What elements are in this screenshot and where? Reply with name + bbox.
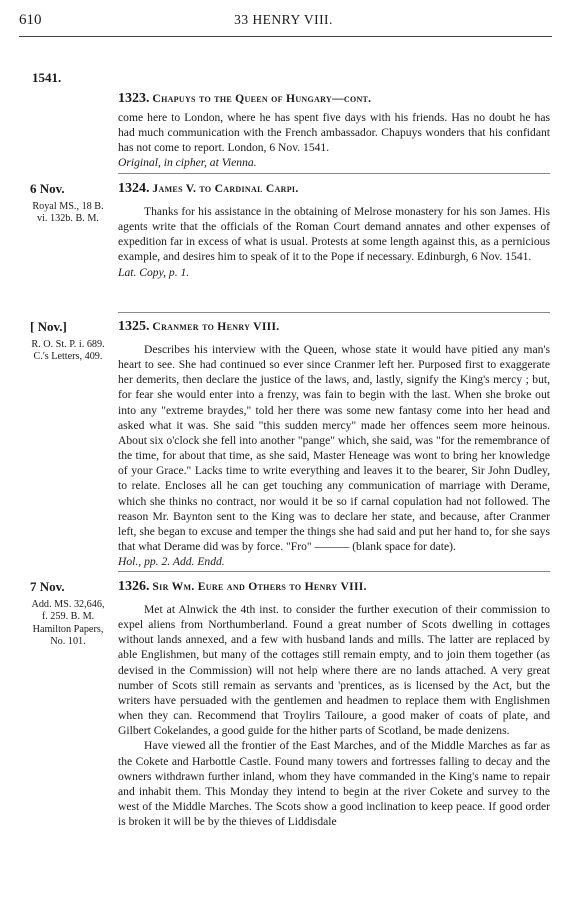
entry-1324-source: Royal MS., 18 B. vi. 132b. B. M. (32, 201, 104, 225)
entry-1325-body (118, 342, 550, 569)
entry-1324-heading (118, 181, 550, 196)
entry-separator (118, 173, 550, 174)
entry-title: Chapuys to the Queen of Hungary—cont. (152, 92, 372, 105)
entry-title: James V. to Cardinal Carpi. (152, 182, 299, 195)
entry-title: Cranmer to Henry VIII. (152, 320, 280, 333)
entry-title: Sir Wm. Eure and Others to Henry VIII. (152, 580, 367, 593)
entry-paragraph: Thanks for his assistance in the obtaining of Melrose monastery for his son James. His agents write that the officials of the Roman Court demand annates and other expenses of expedition far in excess of what is usual. Protests at some length against this, as a pernicious example, and desires him to speak of it to the Pope if necessary. Edinburgh, 6 Nov. 1541. (118, 205, 550, 264)
entry-1326-source: Add. MS. 32,646, f. 259. B. M. Hamilton Papers, No. 101. (31, 599, 105, 648)
entry-paragraph: Met at Alnwick the 4th inst. to consider the further execution of their commission to expel aliens from Northumberland. Found a great number of Scots dwelling in cottages without lands annexed, and a few with husband lands and mills. The latter are replaced by able Englishmen, but many of the cottages still remain empty, and to join them together (as devised in the Commission) will not help where there are no lands attached. A very great number of Scots still remain as servants and 'prentices, as is licensed by the Act, but the writers have persuaded with the gentlemen and headmen to replace them with Englishmen when they can. Recommend that Troylirs Tailoure, a good maker of coats of plate, and Gilbert Cokelandes, a good guide for the hither parts of Scotland, be made denizens. (118, 603, 550, 738)
entry-1325-heading (118, 319, 550, 334)
page-number: 610 (19, 12, 42, 28)
entry-reference: Hol., pp. 2. Add. Endd. (118, 555, 225, 569)
entry-separator (118, 571, 550, 572)
entry-paragraph: Describes his interview with the Queen, whose state it would have pitied any man's heart to see. She had continued so ever since Cranmer left her. Purposed first to exaggerate her demerits, then declare the justice of the laws, and, lastly, signify the King's mercy ; but, for fear she would enter into a frenzy, was fain to begin with the last. When she broke out into any "extreme braydes," told her there was some new fantasy come into her head and asked what it was. She said "this sudden mercy" made her offences seem more heinous. About six o'clock she fell into another "pange" which, she said, was "for the remembrance of the time, for about that time, as she said, Master Heneage was wont to bring her knowledge of your Grace." Lacks time to write everything and leaves it to the bearer, Sir John Dudley, to relate. Encloses all he can get touching any communication of marriage with Derame, which she thinks no contract, nor would it be so if carnal copulation had not followed. The reason Mr. Baynton sent to the King was to declare her state, and because, after Cranmer left, she began to excuse and temper the things she had said and put her hand to, for she says that what Derame did was by force. "Fro" ——— (blank space for date). (118, 343, 550, 554)
header-rule (19, 36, 552, 37)
entry-1326-date: 7 Nov. (30, 579, 65, 594)
entry-1326-body (118, 602, 550, 829)
year-label: 1541. (32, 70, 62, 85)
entry-paragraph: Have viewed all the frontier of the East Marches, and of the Middle Marches as far as the Cokete and Harbottle Castle. Found many towers and fortresses falling to decay and the owners withdrawn further inland, whom they have commanded in the King's name to repair and inhabit them. This Monday they intend to begin at the river Cokete and survey to the west of the Middle Marches. The Scots show a good inclination to keep peace. If good order is broken it will be by the thieves of Liddisdale (118, 739, 550, 829)
entry-1324-body (118, 204, 550, 280)
running-title: 33 HENRY VIII. (234, 12, 333, 27)
entry-1324-date: 6 Nov. (30, 181, 65, 196)
entry-reference: Lat. Copy, p. 1. (118, 265, 190, 279)
entry-separator (118, 312, 550, 313)
entry-reference: Original, in cipher, at Vienna. (118, 156, 257, 170)
entry-number: 1326. (118, 579, 150, 594)
entry-1325-source: R. O. St. P. i. 689. C.'s Letters, 409. (31, 339, 105, 363)
entry-1326-heading (118, 579, 550, 594)
entry-number: 1323. (118, 91, 150, 106)
entry-number: 1325. (118, 319, 150, 334)
entry-number: 1324. (118, 181, 150, 196)
entry-paragraph: come here to London, where he has spent five days with his friends. Has no doubt he has had much communication with the French ambassador. Chapuys wonders that his confidant has not come to report. London, 6 Nov. 1541. (118, 111, 550, 155)
entry-1325-date: [ Nov.] (30, 319, 67, 334)
entry-1323-body (118, 110, 550, 171)
entry-1323-heading (118, 91, 550, 106)
